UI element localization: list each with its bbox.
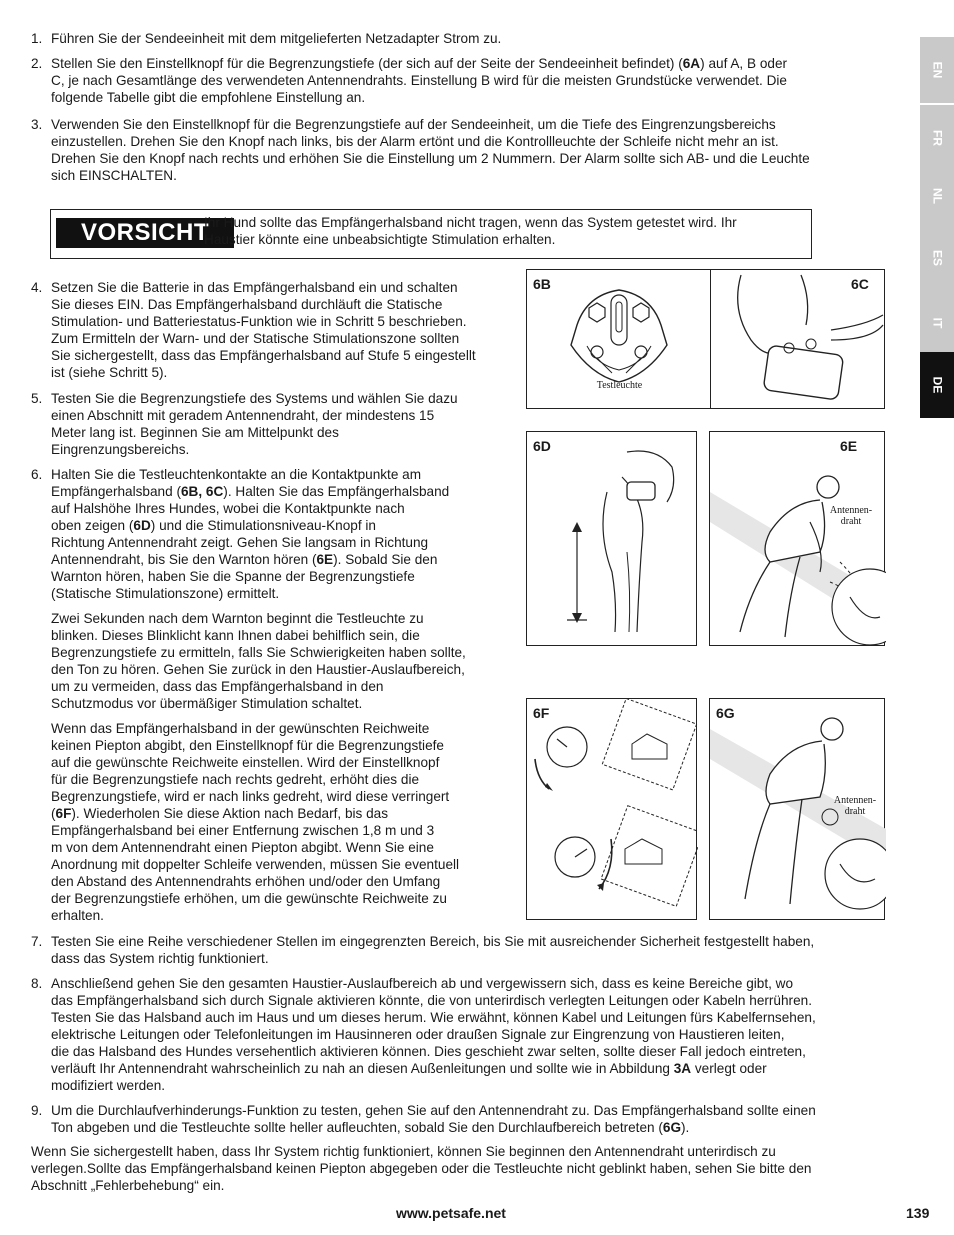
- step-text: Eingrenzungsbereichs.: [51, 442, 190, 457]
- step-text: Verwenden Sie den Einstellknopf für die Begrenzungstiefe auf der Sendeeinheit, um die Tiefe des Eingrenzungsbereichs: [51, 117, 776, 132]
- step-number: 8.: [31, 976, 43, 991]
- tab-label: DE: [930, 376, 945, 394]
- step-text: um zu vermeiden, dass das Empfängerhalsband in den: [51, 679, 384, 694]
- step-number: 4.: [31, 280, 43, 295]
- step-text: Testen Sie eine Reihe verschiedener Stellen im eingegrenzten Bereich, bis Sie mit ausreichender Sicherheit festgestellt haben,: [51, 934, 815, 949]
- step-text: erhalten.: [51, 908, 104, 923]
- step-text: einzustellen. Drehen Sie den Knopf nach links, bis der Alarm ertönt und die Kontrollleuchte der Schleife nicht mehr an ist.: [51, 134, 779, 149]
- figure-label: 6F: [533, 705, 550, 721]
- step-text: Antennendraht, bis Sie den Warnton hören (: [51, 552, 317, 567]
- step-text: verlegt oder: [691, 1061, 767, 1076]
- figure-ref: 6D: [133, 518, 151, 533]
- step-number: 2.: [31, 56, 43, 71]
- step-text: Warnton hören, haben Sie die Spanne der Begrenzungstiefe: [51, 569, 415, 584]
- step-text: der Begrenzungstiefe erhöhen, um die gewünschte Reichweite zu: [51, 891, 447, 906]
- figure-6e: [709, 431, 885, 646]
- footer-url[interactable]: www.petsafe.net: [396, 1205, 506, 1221]
- step-number: 3.: [31, 117, 43, 132]
- figure-6g: [709, 698, 885, 920]
- step-text: Ton abgeben und die Testleuchte sollte heller aufleuchten, sobald Sie den Durchlaufbereich betreten (: [51, 1120, 663, 1135]
- step-text: das Empfängerhalsband sich durch Signale aktivieren könnte, die von unterirdisch verlegten Leitungen oder Kabeln herrühren.: [51, 993, 812, 1008]
- step-text: elektrische Leitungen oder Telefonleitungen im Hausinneren oder draußen Signale zur Eingrenzung von Haustieren leiten,: [51, 1027, 785, 1042]
- step-text: Meter lang ist. Beginnen Sie am Mittelpunkt des: [51, 425, 339, 440]
- step-text: oben zeigen (: [51, 518, 134, 533]
- dial-and-yard-illustration: [527, 699, 698, 921]
- step-text: Empfängerhalsband bei einer Entfernung zwischen 1,8 m und 3: [51, 823, 435, 838]
- step-text: ) und die Stimulationsniveau-Knopf in: [150, 518, 376, 533]
- step-text: dass das System richtig funktioniert.: [51, 951, 269, 966]
- step-text: Zum Ermitteln der Warn- und der Statische Stimulationszone sollten: [51, 331, 460, 346]
- step-text: Testen Sie das Halsband auch im Haus und um dieses herum. Wie erwähnt, können Kabel und Leitungen fürs Kabelfernsehen,: [51, 1010, 816, 1025]
- step-text: (: [51, 806, 56, 821]
- step-text: modifiziert werden.: [51, 1078, 166, 1093]
- step-text: ). Sobald Sie den: [333, 552, 438, 567]
- figure-label: 6E: [840, 438, 858, 454]
- person-walking-illustration: [710, 432, 886, 647]
- figure-6f: [526, 698, 697, 920]
- figure-6b: [526, 269, 711, 409]
- caption-line: Antennen-: [833, 795, 877, 806]
- step-text: für die Begrenzungstiefe nach rechts gedreht, erhöht dies die: [51, 772, 420, 787]
- tab-en[interactable]: [920, 37, 954, 103]
- tab-label: NL: [930, 188, 945, 204]
- tab-fr[interactable]: [920, 105, 954, 171]
- step-text: ist (siehe Schritt 5).: [51, 365, 168, 380]
- figure-label: 6D: [533, 438, 551, 454]
- step-number: 6.: [31, 467, 43, 482]
- step-text: Zwei Sekunden nach dem Warnton beginnt die Testleuchte zu: [51, 611, 424, 626]
- figure-ref: 6A: [682, 56, 701, 71]
- step-text: m von dem Antennendraht einen Piepton abgibt. Wenn Sie eine: [51, 840, 434, 855]
- step-text: C, je nach Gesamtlänge des verwendeten Antennendrahts. Einstellung B wird für die meisten Grundstücke verwendet. Die: [51, 73, 787, 88]
- caution-label: VORSICHT: [56, 218, 234, 248]
- caption-line: Antennen-: [829, 505, 873, 516]
- step-text: Anordnung mit doppelter Schleife verwenden, müssen Sie eventuell: [51, 857, 460, 872]
- figure-ref: 3A: [673, 1061, 692, 1076]
- step-text: den Ton zu hören. Gehen Sie zurück in den Haustier-Auslaufbereich,: [51, 662, 465, 677]
- step-text: Um die Durchlaufverhinderungs-Funktion zu testen, gehen Sie auf den Antennendraht zu. Das Empfängerhalsband sollte einen: [51, 1103, 816, 1118]
- step-number: 1.: [31, 31, 43, 46]
- step-text: blinken. Dieses Blinklicht kann Ihnen dabei behilflich sein, die: [51, 628, 420, 643]
- step-text: Drehen Sie den Knopf nach rechts und erhöhen Sie die Einstellung um 2 Nummern. Der Alarm sollte sich AB- und die Leuchte: [51, 151, 810, 166]
- caption-line: draht: [844, 806, 866, 817]
- step-number: 9.: [31, 1103, 43, 1118]
- figure-ref: 6B, 6C: [180, 484, 224, 499]
- antenna-wire-label: [830, 795, 880, 817]
- step-text: Führen Sie der Sendeeinheit mit dem mitgelieferten Netzadapter Strom zu.: [51, 31, 502, 46]
- step-text: auf Halshöhe Ihres Hundes, wobei die Kontaktpunkte nach: [51, 501, 405, 516]
- tab-label: FR: [930, 130, 945, 146]
- step-text: Halten Sie die Testleuchtenkontakte an die Kontaktpunkte am: [51, 467, 422, 482]
- figure-caption: Testleuchte: [596, 380, 643, 391]
- step-text: Begrenzungstiefe zu ermitteln, falls Sie Schwierigkeiten haben sollte,: [51, 645, 466, 660]
- tab-label: ES: [930, 249, 945, 267]
- step-text: Empfängerhalsband (: [51, 484, 181, 499]
- paragraph-text: Wenn Sie sichergestellt haben, dass Ihr System richtig funktioniert, können Sie beginnen den Antennendraht unterirdisch zu: [31, 1144, 776, 1159]
- tab-it[interactable]: [920, 290, 954, 356]
- tab-es[interactable]: [920, 225, 954, 291]
- step-text: auf die gewünschte Reichweite einstellen. Wird der Einstellknopf: [51, 755, 440, 770]
- step-text: (Statische Stimulationszone) ermittelt.: [51, 586, 280, 601]
- step-text: Sie sichergestellt, dass das Empfängerhalsband auf Stufe 5 eingestellt: [51, 348, 476, 363]
- step-text: Begrenzungstiefe, wird er nach links gedreht, wird diese verringert: [51, 789, 450, 804]
- dog-with-collar-illustration: [527, 432, 698, 647]
- step-text: sich EINSCHALTEN.: [51, 168, 177, 183]
- figure-ref: 6E: [316, 552, 334, 567]
- step-text: Anschließend gehen Sie den gesamten Haustier-Auslaufbereich ab und vergewissern sich, dass es keine Bereiche gibt, wo: [51, 976, 794, 991]
- step-text: Stellen Sie den Einstellknopf für die Begrenzungstiefe (der sich auf der Seite der Sendeeinheit befindet) (: [51, 56, 683, 71]
- step-text: Schutzmodus vor übermäßiger Stimulation schaltet.: [51, 696, 363, 711]
- page-number: 139: [906, 1205, 930, 1221]
- caution-text: Haustier könnte eine unbeabsichtigte Stimulation erhalten.: [204, 232, 556, 247]
- step-text: ). Halten Sie das Empfängerhalsband: [223, 484, 450, 499]
- step-text: Stimulation- und Batteriestatus-Funktion wie in Schritt 5 beschrieben.: [51, 314, 467, 329]
- caution-text: Ihr Hund sollte das Empfängerhalsband nicht tragen, wenn das System getestet wird. Ihr: [204, 215, 737, 230]
- tab-label: EN: [930, 61, 945, 79]
- step-text: keinen Piepton abgibt, den Einstellknopf für die Begrenzungstiefe: [51, 738, 444, 753]
- figure-label: 6B: [533, 276, 551, 292]
- paragraph-text: Abschnitt „Fehlerbehebung“ ein.: [31, 1178, 225, 1193]
- step-text: einen Abschnitt mit geradem Antennendraht, der mindestens 15: [51, 408, 435, 423]
- caption-line: draht: [840, 516, 862, 527]
- tab-label: IT: [930, 317, 945, 329]
- figure-label: 6C: [851, 276, 869, 292]
- figure-6c: [710, 269, 885, 409]
- figure-ref: 6F: [55, 806, 72, 821]
- step-text: folgende Tabelle gibt die empfohlene Einstellung an.: [51, 90, 366, 105]
- figure-label: 6G: [716, 705, 735, 721]
- step-text: den Abstand des Antennendrahts erhöhen und/oder den Umfang: [51, 874, 441, 889]
- step-text: die das Halsband des Hundes versehentlich aktivieren können. Dies geschieht zwar selten, sollte dieser Fall jedoch eintreten,: [51, 1044, 806, 1059]
- step-text: Setzen Sie die Batterie in das Empfängerhalsband ein und schalten: [51, 280, 458, 295]
- tab-de[interactable]: [920, 352, 954, 418]
- figure-ref: 6G: [662, 1120, 682, 1135]
- step-text: Richtung Antennendraht zeigt. Gehen Sie langsam in Richtung: [51, 535, 429, 550]
- step-number: 5.: [31, 391, 43, 406]
- step-text: ).: [681, 1120, 690, 1135]
- step-text: ) auf A, B oder: [700, 56, 788, 71]
- step-text: Testen Sie die Begrenzungstiefe des Systems und wählen Sie dazu: [51, 391, 458, 406]
- caution-box: [50, 209, 812, 259]
- step-text: Wenn das Empfängerhalsband in der gewünschten Reichweite: [51, 721, 430, 736]
- step-text: verläuft Ihr Antennendraht wahrscheinlich zu nah an diesen Außenleitungen und sollte wie in Abbildung: [51, 1061, 674, 1076]
- tab-nl[interactable]: [920, 163, 954, 229]
- closing-paragraph: [31, 1143, 811, 1194]
- figure-6d: [526, 431, 697, 646]
- step-number: 7.: [31, 934, 43, 949]
- paragraph-text: verlegen.Sollte das Empfängerhalsband keinen Piepton abgegeben oder die Testleuchte nicht geblinkt haben, sehen Sie bitte den: [31, 1161, 812, 1176]
- step-text: Sie dieses EIN. Das Empfängerhalsband durchläuft die Statische: [51, 297, 443, 312]
- step-text: ). Wiederholen Sie diese Aktion nach Bedarf, bis das: [71, 806, 389, 821]
- antenna-wire-label: [826, 505, 876, 527]
